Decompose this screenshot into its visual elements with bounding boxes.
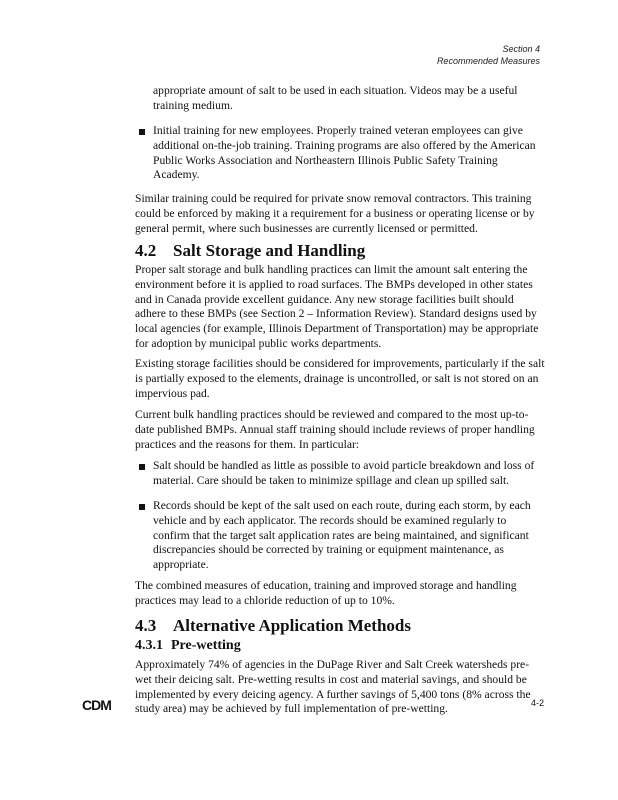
header-title: Recommended Measures	[436, 55, 540, 66]
subsection-heading-4-3-1	[135, 638, 241, 654]
paragraph-existing: Existing storage facilities should be considered for improvements, particularly if the salt is partially exposed to the elements, drainage is uncontrolled, or salt is not stored on an impervious pad.	[135, 357, 545, 400]
header-section: Section 4	[502, 44, 540, 54]
section-title: Alternative Application Methods	[173, 616, 411, 635]
paragraph-similar: Similar training could be required for private snow removal contractors. This training could be enforced by making it a requirement for a business or operating license or by general permit, where such businesses are currently licensed or permitted.	[135, 192, 535, 235]
bullet-training: Initial training for new employees. Properly trained veteran employees can give additional on-the-job training. Training programs are also offered by the American Public Works Association and Northeastern Illinois Public Safety Training Academy.	[153, 124, 536, 182]
bullet-icon	[139, 464, 145, 470]
section-number: 4.3	[135, 616, 157, 635]
bullet-icon	[139, 129, 145, 135]
running-header	[437, 44, 540, 67]
section-number: 4.2	[135, 241, 157, 260]
bullet-records: Records should be kept of the salt used on each route, during each storm, by each vehicle and by each applicator. The records should be examined regularly to confirm that the target salt application rates are being maintained, and significant discrepancies should be corrected by training or equipment maintenance, as appropriate.	[153, 499, 531, 572]
section-heading-4-2	[135, 241, 365, 261]
bullet-handling: Salt should be handled as little as possible to avoid particle breakdown and loss of material. Care should be taken to minimize spillage and clean up spilled salt.	[153, 459, 535, 487]
paragraph-combined: The combined measures of education, training and improved storage and handling practices may lead to a chloride reduction of up to 10%.	[135, 579, 517, 607]
paragraph-current: Current bulk handling practices should be reviewed and compared to the most up-to-date published BMPs. Annual staff training should include reviews of proper handling practices and the reasons for them. In particular:	[135, 408, 535, 451]
page-number: 4-2	[531, 698, 545, 708]
section-number: 4.3.1	[135, 638, 163, 653]
section-title: Pre-wetting	[171, 638, 241, 653]
paragraph-prewetting: Approximately 74% of agencies in the DuPage River and Salt Creek watersheds pre-wet their deicing salt. Pre-wetting results in cost and material savings, and should be implemented by every deicing agency. A further savings of 5,400 tons (8% across the study area) may be achieved by full implementation of pre-wetting.	[135, 658, 531, 716]
paragraph-proper: Proper salt storage and bulk handling practices can limit the amount salt entering the environment before it is applied to road surfaces. The BMPs developed in other states and in Canada provide excellent guidance. Any new storage facilities built should adhere to these BMPs (see Section 2 – Information Review). Standard designs used by local agencies (for example, Illinois Department of Transportation) may be appropriate for adoption by municipal public works departments.	[135, 263, 539, 350]
section-title: Salt Storage and Handling	[173, 241, 366, 260]
bullet-icon	[139, 504, 145, 510]
paragraph-continued: appropriate amount of salt to be used in each situation. Videos may be a useful training medium.	[153, 84, 518, 112]
cdm-logo: CDM	[82, 697, 111, 713]
section-heading-4-3	[135, 616, 411, 636]
